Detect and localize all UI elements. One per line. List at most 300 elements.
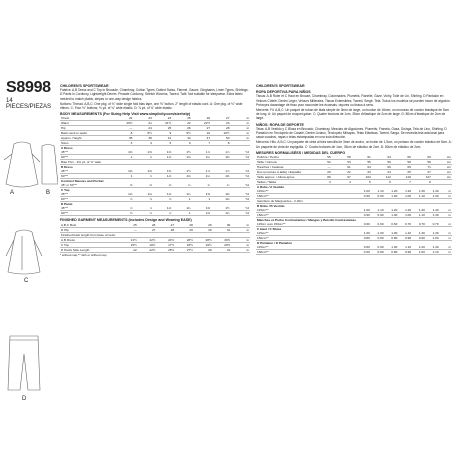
english-footnote: * without nap ** with or without nap	[60, 252, 107, 257]
cell-value	[231, 141, 251, 146]
cell-value: 112	[372, 175, 392, 180]
cell-value: 1.10	[398, 245, 412, 250]
cell-value: m	[440, 213, 452, 218]
figure-drawings	[2, 140, 58, 420]
cell-value: 22	[332, 170, 352, 175]
row-label: 45"**	[60, 206, 114, 211]
cell-value: 24	[372, 170, 392, 175]
cell-value: 27	[412, 170, 432, 175]
translated-column	[256, 82, 452, 255]
spanish-fabrics: Telas: A,B Vestido y C Blusa en Brocado, Chambray, Mezclas de Algodones, Plumetis, Franela, Gasa, Guinga, Tela de Lino, Shirting. D Pantalón en Terciopelo de Canalé, Denim Liviano, Terciopelo Milrayas, Telas Elásticas, Tweed, Sarga. Se necesita tela adicional para casar cuadros, rayas o telas estampadas en una sola dirección.	[256, 126, 447, 140]
cell-value: 1.10	[412, 213, 426, 218]
cell-value: 1.30	[426, 213, 440, 218]
cell-value: 22½	[138, 237, 157, 242]
cell-value: 71	[412, 165, 432, 170]
row-label: Finished back length from base of neck:	[60, 232, 119, 237]
cell-value: cm	[432, 175, 452, 180]
cell-value: m	[440, 222, 452, 227]
cell-value: 6	[172, 141, 191, 146]
cell-value: ⅞	[153, 197, 172, 202]
row-label: B Robe / B Vestido	[257, 204, 285, 209]
row-label: A Dress	[61, 146, 73, 151]
row-label: Poitrine / Pecho	[256, 155, 312, 160]
row-label: Hip	[60, 126, 114, 131]
cell-value: 21	[133, 121, 152, 126]
cell-value: 0.90	[371, 194, 385, 199]
cell-value: 64	[352, 165, 372, 170]
cell-value: in	[231, 131, 251, 136]
cell-value: 25	[392, 170, 412, 175]
cell-value: 3	[312, 180, 332, 185]
cell-value: 0.60	[385, 222, 399, 227]
cell-value: m	[440, 231, 452, 236]
cell-value	[357, 199, 371, 204]
cell-value: 0.70	[412, 222, 426, 227]
table-row	[256, 180, 452, 185]
row-label: 45"**	[60, 192, 114, 197]
table-row	[60, 211, 250, 216]
cell-value: 1	[172, 197, 191, 202]
cell-value: 0.90	[398, 250, 412, 255]
piece-count: 14 PIECES/PIEZAS	[6, 98, 52, 110]
cell-value: 0.90	[371, 245, 385, 250]
cell-value: 30	[194, 227, 213, 232]
row-label: 150cm**	[256, 236, 357, 241]
cell-value: 0.90	[398, 236, 412, 241]
cell-value: 27½	[175, 247, 194, 252]
row-label: Waist	[60, 121, 114, 126]
metric-yardage-table	[256, 185, 452, 255]
row-label: 60"**	[60, 211, 114, 216]
cell-value: 0.70	[398, 222, 412, 227]
cell-value: 1.30	[426, 194, 440, 199]
cell-value: 1¼	[192, 155, 211, 160]
cell-value: 119	[392, 175, 412, 180]
metric-measurements-table	[256, 155, 452, 185]
cell-value: 28½	[194, 237, 213, 242]
cell-value: 69	[392, 165, 412, 170]
cell-value: 22	[172, 121, 191, 126]
cell-value: ⅞	[133, 211, 152, 216]
cell-value: 1⅜	[153, 150, 172, 155]
row-label: Sizes	[60, 141, 114, 146]
cell-value: 1.10	[398, 231, 412, 236]
cell-value: 1.10	[426, 250, 440, 255]
row-label: 150cm**	[256, 194, 357, 199]
cell-value: 1⅜	[114, 169, 133, 174]
cell-value: 1.00	[357, 208, 371, 213]
pattern-code: S8998	[6, 79, 51, 96]
cell-value	[153, 160, 172, 165]
cell-value: 1	[133, 155, 152, 160]
cell-value: 1⅛	[153, 192, 172, 197]
figure-label-d: D	[22, 396, 27, 402]
cell-value	[192, 160, 211, 165]
row-label: 60"**	[60, 174, 114, 179]
cell-value: 1.30	[412, 189, 426, 194]
cell-value: 31	[213, 247, 232, 252]
cell-value: 7	[192, 141, 211, 146]
row-label: 115cm ou/o 150cm**	[256, 222, 357, 227]
cell-value: 1	[192, 197, 211, 202]
cell-value: 1.00	[357, 231, 371, 236]
cell-value: 27	[138, 227, 157, 232]
cell-value: 23	[211, 121, 230, 126]
cell-value: 22	[114, 116, 133, 121]
metric-measurements-heading: MESURES NORMALISÉES / MEDIDAS DEL CUERPO	[256, 150, 346, 155]
cell-value: ⅝	[153, 183, 172, 188]
cell-value: ⅞	[114, 197, 133, 202]
cell-value	[426, 199, 440, 204]
cell-value: 8	[114, 131, 133, 136]
cell-value: 8½	[133, 131, 152, 136]
cell-value: 1⅛	[114, 192, 133, 197]
cell-value: 1⅛	[153, 155, 172, 160]
cell-value: 58	[392, 160, 412, 165]
cell-value: Yd	[231, 211, 251, 216]
row-label: C Top	[60, 242, 119, 247]
cell-value: 17½	[156, 242, 175, 247]
row-label: 150cm**	[256, 250, 357, 255]
cell-value: 56	[372, 160, 392, 165]
cell-value: 20½	[213, 242, 232, 247]
cell-value: 1⅞	[211, 169, 230, 174]
cell-value: 53	[332, 160, 352, 165]
cell-value: 44	[172, 136, 191, 141]
cell-value: ⅝	[114, 211, 133, 216]
cell-value: 1.30	[412, 231, 426, 236]
cell-value: 1.20	[385, 189, 399, 194]
cell-value: 21½	[153, 121, 172, 126]
cell-value: 0.60	[371, 222, 385, 227]
cell-value: in	[231, 223, 250, 228]
english-column	[60, 82, 250, 257]
row-label: 115cm**	[256, 189, 357, 194]
cell-value: 35	[114, 136, 133, 141]
cell-value: 50	[211, 136, 230, 141]
cell-value: 1⅛	[133, 192, 152, 197]
finished-measurements-table	[60, 223, 250, 253]
table-row	[60, 247, 250, 252]
cell-value: 5	[352, 180, 372, 185]
cell-value: cm	[432, 155, 452, 160]
row-label: 45"**	[60, 150, 114, 155]
cell-value: 1⅜	[153, 169, 172, 174]
cell-value: 7	[392, 180, 412, 185]
cell-value: 18½	[175, 242, 194, 247]
cell-value	[114, 160, 133, 165]
cell-value: 0.80	[357, 236, 371, 241]
cell-value: 1.00	[398, 213, 412, 218]
cell-value: 19½	[194, 242, 213, 247]
cell-value: 1⅜	[211, 192, 230, 197]
cell-value: cm	[432, 165, 452, 170]
cell-value: Yd	[231, 206, 251, 211]
cell-value: 61	[352, 155, 372, 160]
translated-subtitle: ROPA DEPORTIVA PARA NIÑOS	[256, 90, 311, 95]
cell-value: 38	[133, 136, 152, 141]
cell-value: 3	[114, 141, 133, 146]
pattern-header	[6, 80, 58, 110]
cell-value: m	[440, 245, 452, 250]
cell-value: 1¼	[172, 206, 191, 211]
dress-ab-figure	[4, 142, 58, 187]
english-notions: Notions: Thread. A,B,C: One pkg. of ⅛" wide single fold bias tape, one ⅝" button. 2" length of elastic cord. A: One pkg. of ⅛" wide ribbon. C: Four ⅜" buttons, ⅜ yd. of ¾" wide elastic. D: ⅞ yd. of ¾" wide elastic.	[60, 101, 243, 111]
cell-value: 1⅜	[114, 150, 133, 155]
figure-label-c: C	[24, 278, 29, 284]
cell-value	[371, 199, 385, 204]
cell-value: 1.00	[385, 231, 399, 236]
cell-value: 1.10	[412, 194, 426, 199]
cell-value: 16½	[138, 242, 157, 247]
cell-value: 61	[332, 165, 352, 170]
cell-value: 1.20	[398, 208, 412, 213]
row-label: A Robe / A Vestido	[257, 185, 285, 190]
row-label: A,B,C Bust	[60, 223, 119, 228]
cell-value: 1½	[172, 169, 191, 174]
cell-value: 25	[172, 116, 191, 121]
row-label: 60"**	[60, 155, 114, 160]
cell-value	[398, 199, 412, 204]
figure-label-b: B	[46, 190, 51, 196]
french-notions: Mercerie: Fil. A,B,C: Un paquet de ruban de biais simple de 3mm de large, un bouton de 16mm, un morceau de cordon élastique de 5cm de long. A: Un paquet de croquet galon. C: Quatre boutons de 1cm, 35cm d'élastique de 2cm de large. D: 80cm d'élastique de 2cm de large.	[256, 108, 449, 121]
cell-value: 97	[332, 175, 352, 180]
cell-value: 1.40	[426, 208, 440, 213]
table-row	[256, 250, 452, 255]
cell-value: 1.10	[371, 208, 385, 213]
cell-value: m	[440, 236, 452, 241]
cell-value: 0.80	[371, 250, 385, 255]
table-row	[60, 141, 250, 146]
cell-value: 1	[172, 211, 191, 216]
cell-value: 27	[192, 126, 211, 131]
cell-value: 1⅞	[192, 169, 211, 174]
cell-value: m	[440, 194, 452, 199]
cell-value: ¾	[211, 183, 230, 188]
cell-value: 1.00	[426, 236, 440, 241]
cell-value: in	[231, 121, 251, 126]
cell-value: ¾	[172, 183, 191, 188]
cell-value: Yd	[231, 192, 251, 197]
english-title: CHILDREN'S SPORTSWEAR	[60, 84, 109, 88]
cell-value: 22½	[192, 121, 211, 126]
figure-label-a: A	[10, 190, 15, 196]
cell-value: 1.40	[426, 245, 440, 250]
row-label: D Hip	[60, 227, 119, 232]
body-measurements-heading: BODY MEASUREMENTS (For Sizing Help Visit www.simplicity.com/sizehelp)	[60, 112, 191, 117]
cell-value	[385, 199, 399, 204]
cell-value: 41	[153, 136, 172, 141]
row-label: D Pantalon / D Pantalón	[257, 241, 292, 246]
cell-value: m	[440, 208, 452, 213]
cell-value: 23	[352, 170, 372, 175]
cell-value: 26	[172, 126, 191, 131]
cell-value: —	[312, 165, 332, 170]
cell-value: Yd	[231, 183, 251, 188]
cell-value: 1.00	[371, 231, 385, 236]
row-label: Tailles / Tallas	[256, 180, 312, 185]
cell-value: in	[231, 136, 251, 141]
cell-value: Yd	[231, 169, 251, 174]
cell-value: 0.60	[357, 250, 371, 255]
english-fabrics: Fabrics: A,B Dress and C Top in Brocade, Chambray, Cotton Types, Dotted Swiss, Flannel, Gauze, Ginghams, Linen Types, Shirtings. D Pants in Corduroy, Lightweight Denim. Pinwale Corduroy, Stretch Wovens, Tweed, Twill. Not suitable for sleepwear. Extra fabric needed to match plaids, stripes or one-way design fabrics.	[60, 88, 249, 101]
row-label: C Haut / C Blusa	[257, 227, 282, 232]
cell-value: 8	[412, 180, 432, 185]
cell-value: 1½	[172, 150, 191, 155]
cell-value: —	[119, 227, 138, 232]
cell-value: 10½	[211, 131, 230, 136]
spanish-section-heading: NIÑOS: ROPA DE DEPORTE	[256, 122, 304, 127]
row-label: Approx. Height	[60, 136, 114, 141]
cell-value: 25	[153, 126, 172, 131]
cell-value	[231, 160, 251, 165]
row-label: 115cm**	[256, 208, 357, 213]
row-label: D Pants Side Length	[60, 247, 119, 252]
cell-value: 10	[192, 131, 211, 136]
cell-value	[172, 160, 191, 165]
cell-value: 1.00	[385, 213, 399, 218]
cell-value: 52	[312, 160, 332, 165]
cell-value: m	[440, 250, 452, 255]
cell-value: 28	[175, 223, 194, 228]
cell-value: 30	[213, 223, 232, 228]
cell-value: 25	[119, 223, 138, 228]
cell-value: 0.90	[357, 194, 371, 199]
cell-value: 28	[156, 227, 175, 232]
cell-value: 55	[352, 160, 372, 165]
cell-value: 0.80	[371, 236, 385, 241]
translated-title: CHILDREN'S SPORTSWEAR	[256, 84, 305, 88]
cell-value: 31	[213, 227, 232, 232]
cell-value: in	[231, 116, 251, 121]
cell-value: 1.00	[385, 245, 399, 250]
cell-value: 1⅜	[133, 150, 152, 155]
row-label: 150cm**	[256, 213, 357, 218]
cell-value: 24	[133, 126, 152, 131]
cell-value: 29	[194, 247, 213, 252]
cell-value: in	[231, 242, 250, 247]
cell-value: 8	[211, 141, 230, 146]
cell-value: 1⅜	[211, 174, 230, 179]
cell-value: cm	[432, 170, 452, 175]
row-label: 115cm**	[256, 231, 357, 236]
cell-value: 89	[312, 175, 332, 180]
cell-value: 58	[332, 155, 352, 160]
cell-value: 22½	[138, 247, 157, 252]
cell-value: ¾	[192, 183, 211, 188]
english-yardage-table	[60, 146, 250, 216]
cell-value: 104	[352, 175, 372, 180]
cell-value: 127	[412, 175, 432, 180]
cell-value: 1⅜	[211, 155, 230, 160]
row-label: Bias Trim - 2⅜ yd. of ⅝" wide	[60, 160, 114, 165]
cell-value: 23	[133, 116, 152, 121]
cell-value: 58	[412, 160, 432, 165]
cell-value: 26	[192, 116, 211, 121]
cell-value: 1⅜	[133, 169, 152, 174]
row-label: C Top	[61, 188, 70, 193]
cell-value: 0.90	[412, 236, 426, 241]
cell-value: 0.80	[385, 236, 399, 241]
cell-value: 21½	[119, 237, 138, 242]
cell-value: 1	[133, 174, 152, 179]
row-label: Back-neck to waist	[60, 131, 114, 136]
cell-value: 1.20	[398, 189, 412, 194]
cell-value: 1⅛	[153, 174, 172, 179]
cell-value: 25½	[156, 247, 175, 252]
cell-value: ⅞	[114, 206, 133, 211]
row-label: 115cm**	[256, 245, 357, 250]
cell-value: 1	[114, 155, 133, 160]
cell-value: 26½	[175, 237, 194, 242]
cell-value: 20½	[114, 121, 133, 126]
cell-value: 22	[119, 247, 138, 252]
french-fabrics: Tissus: A,B Robe et C Haut en Brocart, Chambray, Cotonnades, Plumetis, Flanelle, Gaze, Vichy, Toile de Lin, Shirting. D Pantalon en Velours Côtelé, Denim Léger, Velours Milleraies, Tissus Extensibles, Tweed, Sergé. Tela: Todos los modelos se pueden hacer de algodón. Prévoyez davantage de tissu pour raccorder les écossais, rayures ou tissus à sens.	[256, 94, 451, 107]
row-label: D Pants	[61, 202, 73, 207]
cell-value: 1.10	[371, 189, 385, 194]
cell-value: 1.00	[385, 194, 399, 199]
cell-value: 6	[372, 180, 392, 185]
row-label: Hanches / Caderas	[256, 165, 312, 170]
cell-value: 1.00	[357, 189, 371, 194]
cell-value: 56	[312, 155, 332, 160]
cell-value: 1½	[211, 206, 230, 211]
cell-value: 1¼	[172, 192, 191, 197]
cell-value: 0.70	[426, 222, 440, 227]
cell-value: 15½	[119, 242, 138, 247]
cell-value: 20	[312, 170, 332, 175]
cell-value: 1⅛	[211, 197, 230, 202]
cell-value: ⅝	[133, 183, 152, 188]
cell-value: 9	[153, 131, 172, 136]
cell-value: Yd	[231, 150, 251, 155]
row-label: 60"**	[60, 197, 114, 202]
table-row	[60, 160, 250, 165]
cell-value: ⅞	[153, 211, 172, 216]
cell-value: 66	[392, 155, 412, 160]
cell-value: cm	[432, 160, 452, 165]
row-label: B Dress	[61, 165, 73, 170]
row-label: Chest	[60, 116, 114, 121]
cell-value: 1⅛	[172, 174, 191, 179]
row-label: 45"**	[60, 169, 114, 174]
row-label: Taille / Cintura	[256, 160, 312, 165]
cell-value: 69	[412, 155, 432, 160]
cell-value: in	[231, 227, 250, 232]
cell-value: 1.20	[385, 208, 399, 213]
cell-value	[432, 180, 452, 185]
cell-value: 1.00	[398, 194, 412, 199]
cell-value	[133, 160, 152, 165]
cell-value: 1.00	[412, 250, 426, 255]
cell-value: 64	[372, 155, 392, 160]
cell-value: ⅝	[114, 183, 133, 188]
finished-measurements-heading: FINISHED GARMENT MEASUREMENTS (Includes Design and Wearing EASE)	[60, 218, 192, 223]
cell-value: in	[231, 126, 251, 131]
cell-value: 0.90	[371, 213, 385, 218]
cell-value: 1¼	[192, 174, 211, 179]
cell-value: 28	[211, 126, 230, 131]
cell-value: Yd	[231, 174, 251, 179]
spanish-notions: Mercería: Hilo. A,B,C: Un paquete de cinta al bies sencilla de 3mm de ancho, un botón de 1,5cm, un pedazo de cordón elástico de 5cm. A: Un paquete de cinta de espiguilla. C: Cuatro botones de 1cm, 35cm de elástico de 2cm. D: 80cm de elástico de 2cm.	[256, 140, 452, 149]
cell-value: 26	[138, 223, 157, 228]
cell-value: 30½	[213, 237, 232, 242]
cell-value: 1	[133, 206, 152, 211]
cell-value: 1.30	[412, 208, 426, 213]
cell-value: —	[114, 126, 133, 131]
cell-value: 1⅛	[192, 211, 211, 216]
cell-value: 47	[192, 136, 211, 141]
